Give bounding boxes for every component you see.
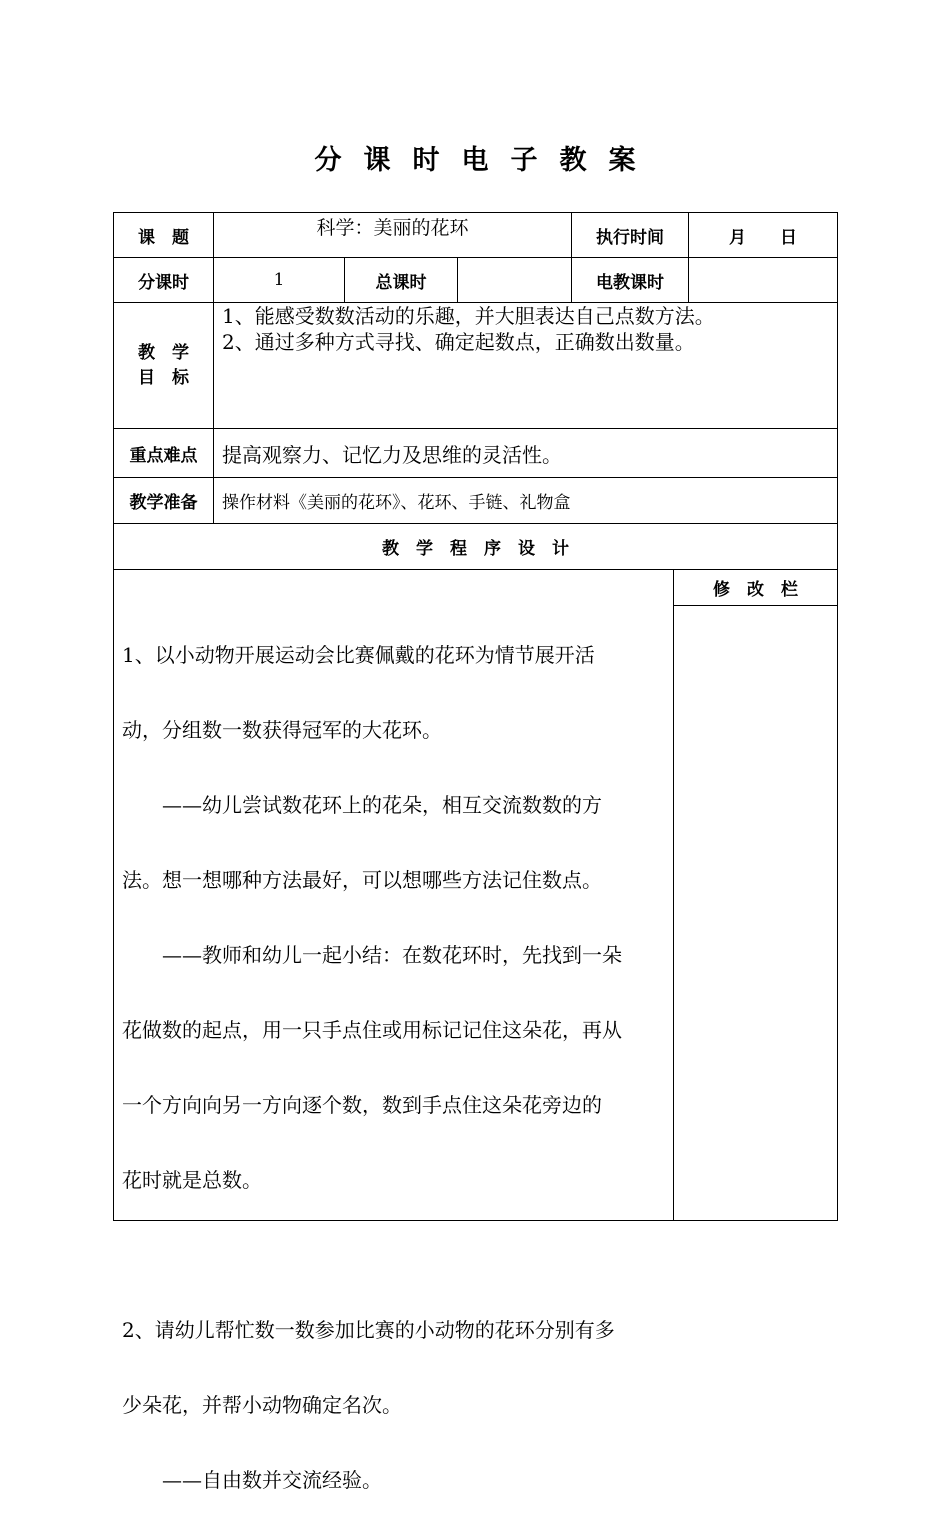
revision-label: 修 改 栏 <box>713 580 798 600</box>
exec-time-label: 执行时间 <box>596 227 664 248</box>
period-value: 1 <box>273 270 285 290</box>
design-line: 一个方向向另一方向逐个数，数到手点住这朵花旁边的 <box>122 1093 602 1117</box>
design-line <box>122 1243 670 1268</box>
prep-value: 操作材料《美丽的花环》、花环、手链、礼物盒 <box>222 493 571 513</box>
design-line: 动，分组数一数获得冠军的大花环。 <box>122 718 442 742</box>
subject-value: 科学：美丽的花环 <box>316 216 469 239</box>
media-period-value <box>689 258 837 302</box>
design-body <box>122 593 670 1518</box>
design-line: 少朵花，并帮小动物确定名次。 <box>122 1393 402 1417</box>
design-line: 2、请幼儿帮忙数一数参加比赛的小动物的花环分别有多 <box>122 1318 615 1342</box>
goals-label <box>114 303 213 428</box>
goals-list <box>222 303 832 355</box>
design-line: 法。想一想哪种方法最好，可以想哪些方法记住数点。 <box>122 868 602 892</box>
prep-label: 教学准备 <box>129 493 198 513</box>
total-period-label: 总课时 <box>375 272 427 293</box>
subject-label: 课 题 <box>138 227 189 248</box>
total-period-value <box>458 258 571 302</box>
focus-value: 提高观察力、记忆力及思维的灵活性。 <box>222 442 562 467</box>
media-period-label: 电教课时 <box>596 272 664 293</box>
design-line: 花时就是总数。 <box>122 1168 262 1192</box>
period-label: 分课时 <box>138 272 189 293</box>
goals-label-line1: 教 学 <box>138 342 189 363</box>
design-line: ——教师和幼儿一起小结：在数花环时，先找到一朵 <box>122 943 622 967</box>
design-header: 教 学 程 序 设 计 <box>382 539 569 559</box>
goals-label-line2: 目 标 <box>138 367 189 388</box>
exec-time-value: 月 日 <box>729 227 797 248</box>
design-line: ——幼儿尝试数花环上的花朵，相互交流数数的方 <box>122 793 602 817</box>
design-line: 花做数的起点，用一只手点住或用标记记住这朵花，再从 <box>122 1018 622 1042</box>
design-line: ——自由数并交流经验。 <box>122 1468 382 1492</box>
goal-item: 2、通过多种方式寻找、确定起数点，正确数出数量。 <box>222 330 695 354</box>
goal-item: 1、能感受数数活动的乐趣，并大胆表达自己点数方法。 <box>222 304 715 328</box>
focus-label: 重点难点 <box>129 445 198 466</box>
page-title: 分课时电子教案 <box>314 145 658 176</box>
design-line: 1、以小动物开展运动会比赛佩戴的花环为情节展开活 <box>122 643 595 667</box>
